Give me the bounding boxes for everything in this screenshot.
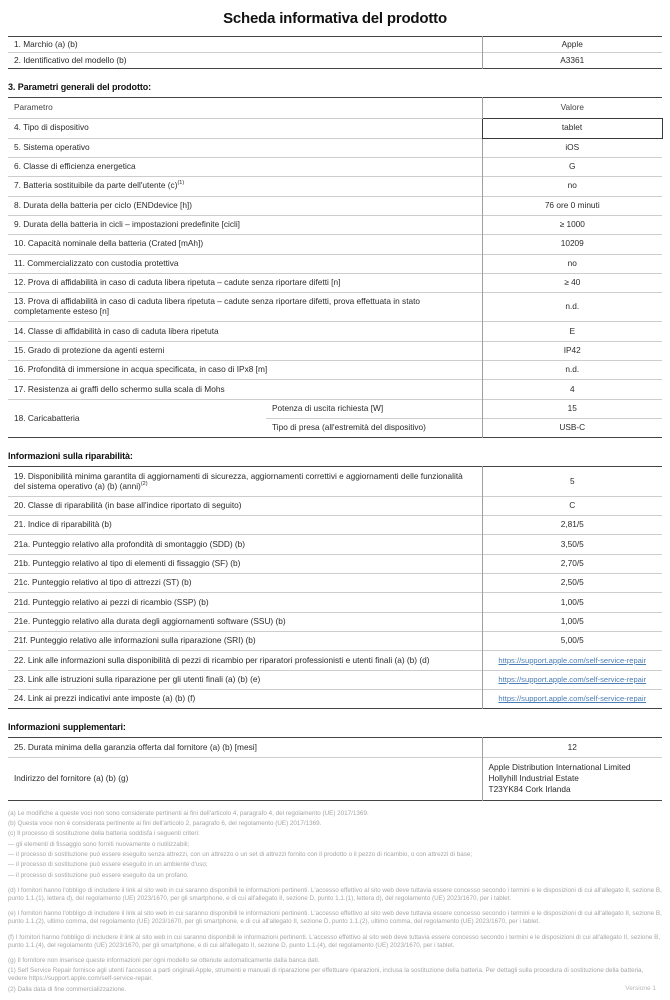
param-label: 22. Link alle informazioni sulla disponibilità di pezzi di ricambio per riparatori professionisti e utenti finali (a) (b) (d) — [8, 651, 482, 670]
param-label: 15. Grado di protezione da agenti esterni — [8, 341, 482, 360]
param-value: no — [482, 254, 662, 273]
param-label: 21b. Punteggio relativo al tipo di elementi di fissaggio (SF) (b) — [8, 554, 482, 573]
param-label: 25. Durata minima della garanzia offerta dal fornitore (a) (b) [mesi] — [14, 741, 257, 752]
param-value: C — [482, 496, 662, 515]
param-label: 10. Capacità nominale della batteria (Crated [mAh]) — [8, 235, 482, 254]
param-value: IP42 — [482, 341, 662, 360]
table-row — [8, 273, 662, 292]
table-row — [8, 612, 662, 631]
param-value: 76 ore 0 minuti — [482, 196, 662, 215]
param-label: 21f. Punteggio relativo alle informazioni sulla riparazione (SRI) (b) — [8, 632, 482, 651]
footnote-g: (g) Il fornitore non inserisce queste informazioni per ogni modello se ottenute automaticamente dalla banca dati. — [8, 956, 320, 964]
param-label: 11. Commercializzato con custodia protettiva — [8, 254, 482, 273]
param-value: 2,81/5 — [482, 516, 662, 535]
footnote-c: (c) Il processo di sostituzione della batteria soddisfa i seguenti criteri: — [8, 830, 200, 838]
param-label: 20. Classe di riparabilità (in base all'indice riportato di seguito) — [8, 496, 482, 515]
version-label: Versione 1 — [625, 985, 656, 992]
param-value: n.d. — [482, 361, 662, 380]
table-row — [8, 341, 662, 360]
param-label: 23. Link alle istruzioni sulla riparazione per gli utenti finali (a) (b) (e) — [8, 670, 482, 689]
footnote-2: (2) Dalla data di fine commercializzazione. — [8, 985, 127, 993]
section-heading-supplementary: Informazioni supplementari: — [8, 722, 126, 733]
param-label: 2. Identificativo del modello (b) — [8, 53, 482, 69]
param-value: 2,50/5 — [482, 574, 662, 593]
table-row — [8, 535, 662, 554]
table-row — [8, 593, 662, 612]
charger-sub-label: Potenza di uscita richiesta [W] — [266, 399, 482, 418]
page-title: Scheda informativa del prodotto — [223, 10, 447, 27]
charger-sub-value: USB-C — [482, 419, 662, 438]
param-label: 7. Batteria sostituibile da parte dell'utente $(c)^{(1)}$ — [8, 177, 482, 196]
device-type-value: tablet — [482, 119, 662, 138]
footnote-d: (d) I fornitori hanno l'obbligo di includere il link al sito web in cui saranno disponibili le informazioni pertinenti. L'accesso effettivo al sito web deve tuttavia essere concesso secondo i termini e le disposizioni di cui all'allegato II, sezione B, punto 1.1.(1), lettera d), del regolamento (UE) 2023/1670, per gli smartphone, e di cui all'allegato II, sezione D, punto 1.1.(1), lettera d), del regolamento (UE) 2023/1670, per i tablet. — [8, 886, 662, 903]
footnote-e: (e) I fornitori hanno l'obbligo di includere il link al sito web in cui saranno disponibili le informazioni pertinenti. L'accesso effettivo al sito web deve tuttavia essere concesso secondo i termini e le disposizioni di cui all'allegato II, sezione B, punto 1.1.(2), ultimo comma, del regolamento (UE) 2023/1670, per gli smartphone, e di cui all'allegato II, sezione D, punto 1.1.(2), ultimo comma, del regolamento (UE) 2023/1670, per i tablet. — [8, 910, 662, 926]
link-cell — [482, 651, 662, 670]
param-value: E — [482, 322, 662, 341]
table-row — [8, 690, 662, 709]
table-row — [8, 254, 662, 273]
address-line: Apple Distribution International Limited — [488, 761, 631, 772]
param-value: iOS — [482, 138, 662, 157]
charger-sub-value: 15 — [482, 399, 662, 418]
table-row — [8, 738, 662, 757]
param-value: no — [482, 177, 662, 196]
table-row — [8, 37, 662, 53]
table-row — [8, 496, 662, 515]
repairability-table — [8, 466, 662, 709]
table-header-row — [8, 98, 662, 119]
param-label: 4. Tipo di dispositivo — [8, 119, 482, 138]
table-row — [8, 235, 662, 254]
table-row — [8, 574, 662, 593]
footnote-c-criterion: — il processo di sostituzione può essere eseguito da un profano. — [8, 871, 189, 879]
footnote-1-self-service-repair: (1) Self Service Repair fornisce agli utenti l'accesso a parti originali Apple, strumenti e manuali di riparazione per effettuare riparazioni, inclusa la sostituzione della batteria. Per dettagli sulla procedura di sostituzione della batteria, vedere https://support.apple.com/self-service-repair. — [8, 967, 644, 983]
identification-table — [8, 36, 662, 69]
repair-instructions-link[interactable]: https://support.apple.com/self-service-repair — [498, 674, 647, 684]
spare-parts-link[interactable]: https://support.apple.com/self-service-repair — [498, 655, 647, 665]
param-value: Apple — [482, 37, 662, 53]
table-row — [8, 670, 662, 689]
supplier-label: Indirizzo del fornitore (a) (b) (g) — [8, 757, 482, 800]
param-value: 2,70/5 — [482, 554, 662, 573]
column-header-param: Parametro — [14, 102, 53, 113]
section-heading-general: 3. Parametri generali del prodotto: — [8, 82, 152, 93]
param-label: 21a. Punteggio relativo alla profondità di smontaggio (SDD) (b) — [8, 535, 482, 554]
indicative-prices-link[interactable]: https://support.apple.com/self-service-repair — [498, 694, 647, 704]
param-value: ≥ 40 — [482, 273, 662, 292]
param-label: 1. Marchio (a) (b) — [14, 38, 78, 49]
param-label: 13. Prova di affidabilità in caso di caduta libera ripetuta – cadute senza riportare difetti, prova effettuata in stato completamente esteso [n] — [8, 293, 482, 322]
table-row — [8, 119, 662, 138]
param-value: 1,00/5 — [482, 593, 662, 612]
charger-sub-label: Tipo di presa (all'estremità del dispositivo) — [266, 419, 482, 438]
table-row — [8, 516, 662, 535]
link-cell — [482, 690, 662, 709]
param-label: 12. Prova di affidabilità in caso di caduta libera ripetuta – cadute senza riportare difetti [n] — [8, 273, 482, 292]
param-label: 8. Durata della batteria per ciclo (ENDdevice [h]) — [8, 196, 482, 215]
footnote-c-criterion: — gli elementi di fissaggio sono forniti nuovamente o riutilizzabili; — [8, 840, 190, 848]
link-cell — [482, 670, 662, 689]
table-row — [8, 651, 662, 670]
param-label: 16. Profondità di immersione in acqua specificata, in caso di IPx8 [m] — [8, 361, 482, 380]
param-value: 1,00/5 — [482, 612, 662, 631]
param-value: 10209 — [482, 235, 662, 254]
param-label: 14. Classe di affidabilità in caso di caduta libera ripetuta — [8, 322, 482, 341]
supplementary-table — [8, 737, 662, 800]
footnote-c-criterion: — il processo di sostituzione può essere eseguito senza attrezzi, con un attrezzo o un set di attrezzi fornito con il prodotto o il pezzo di ricambio, o con attrezzi di base; — [8, 851, 473, 859]
param-value: A3361 — [482, 53, 662, 69]
charger-label: 18. Caricabatteria — [8, 399, 266, 438]
footnote-b: (b) Questa voce non è considerata pertinente ai fini dell'articolo 2, paragrafo 6, del regolamento (UE) 2017/1369. — [8, 819, 322, 827]
table-row — [8, 554, 662, 573]
address-line: Hollyhill Industrial Estate — [488, 773, 579, 784]
param-value: 5,00/5 — [482, 632, 662, 651]
table-row — [8, 138, 662, 157]
column-header-value: Valore — [482, 98, 662, 119]
table-row — [8, 196, 662, 215]
param-label: 21d. Punteggio relativo ai pezzi di ricambio (SSP) (b) — [8, 593, 482, 612]
param-label: 9. Durata della batteria in cicli – impostazioni predefinite [cicli] — [8, 215, 482, 234]
param-label: 6. Classe di efficienza energetica — [8, 157, 482, 176]
param-value: 12 — [482, 738, 662, 757]
param-label: 24. Link ai prezzi indicativi ante imposte (a) (b) (f) — [8, 690, 482, 709]
address-line: T23YK84 Cork Irlanda — [488, 784, 571, 795]
table-row — [8, 380, 662, 399]
footnote-ref: (1) — [177, 180, 185, 187]
footnote-a: (a) Le modifiche a queste voci non sono considerate pertinenti ai fini dell'articolo 4, paragrafo 4, del regolamento (UE) 2017/1369. — [8, 809, 369, 817]
param-label: 21e. Punteggio relativo alla durata degli aggiornamenti software (SSU) (b) — [8, 612, 482, 631]
table-row — [8, 293, 662, 322]
param-label: 5. Sistema operativo — [8, 138, 482, 157]
supplier-row — [8, 757, 662, 800]
param-value: 5 — [482, 467, 662, 496]
param-label: 17. Resistenza ai graffi dello schermo sulla scala di Mohs — [8, 380, 482, 399]
table-row — [8, 632, 662, 651]
section-heading-repairability: Informazioni sulla riparabilità: — [8, 451, 133, 462]
param-value: n.d. — [482, 293, 662, 322]
footnote-c-criterion: — il processo di sostituzione può essere eseguito in un ambiente d'uso; — [8, 861, 208, 869]
footnotes-block — [8, 810, 662, 994]
param-value: G — [482, 157, 662, 176]
table-row — [8, 177, 662, 196]
supplier-address — [482, 757, 662, 800]
footnote-f: (f) I fornitori hanno l'obbligo di includere il link al sito web in cui saranno disponibili le informazioni pertinenti. L'accesso effettivo al sito web deve tuttavia essere concesso secondo i termini e le disposizioni di cui all'allegato II, sezione B, punto 1.1.(4), del regolamento (UE) 2023/1670, per gli smartphone, e di cui all'allegato II, sezione D, punto 1.1.(4), del regolamento (UE) 2023/1670, per i tablet. — [8, 933, 661, 949]
table-row — [8, 467, 662, 496]
param-value: 3,50/5 — [482, 535, 662, 554]
param-value: ≥ 1000 — [482, 215, 662, 234]
param-label: 21c. Punteggio relativo al tipo di attrezzi (ST) (b) — [8, 574, 482, 593]
table-row — [8, 361, 662, 380]
footnote-ref: (2) — [140, 480, 148, 487]
general-parameters-table — [8, 97, 663, 438]
table-row — [8, 322, 662, 341]
param-value: 4 — [482, 380, 662, 399]
table-row — [8, 53, 662, 69]
charger-row — [8, 399, 662, 418]
table-row — [8, 157, 662, 176]
param-label: 19. Disponibilità minima garantita di aggiornamenti di sicurezza, aggiornamenti correttivi e aggiornamenti delle funzionalità del sistema operativo (a) (b) (anni)$^{(2)}$ — [14, 470, 463, 491]
param-label: 21. Indice di riparabilità (b) — [8, 516, 482, 535]
table-row — [8, 215, 662, 234]
